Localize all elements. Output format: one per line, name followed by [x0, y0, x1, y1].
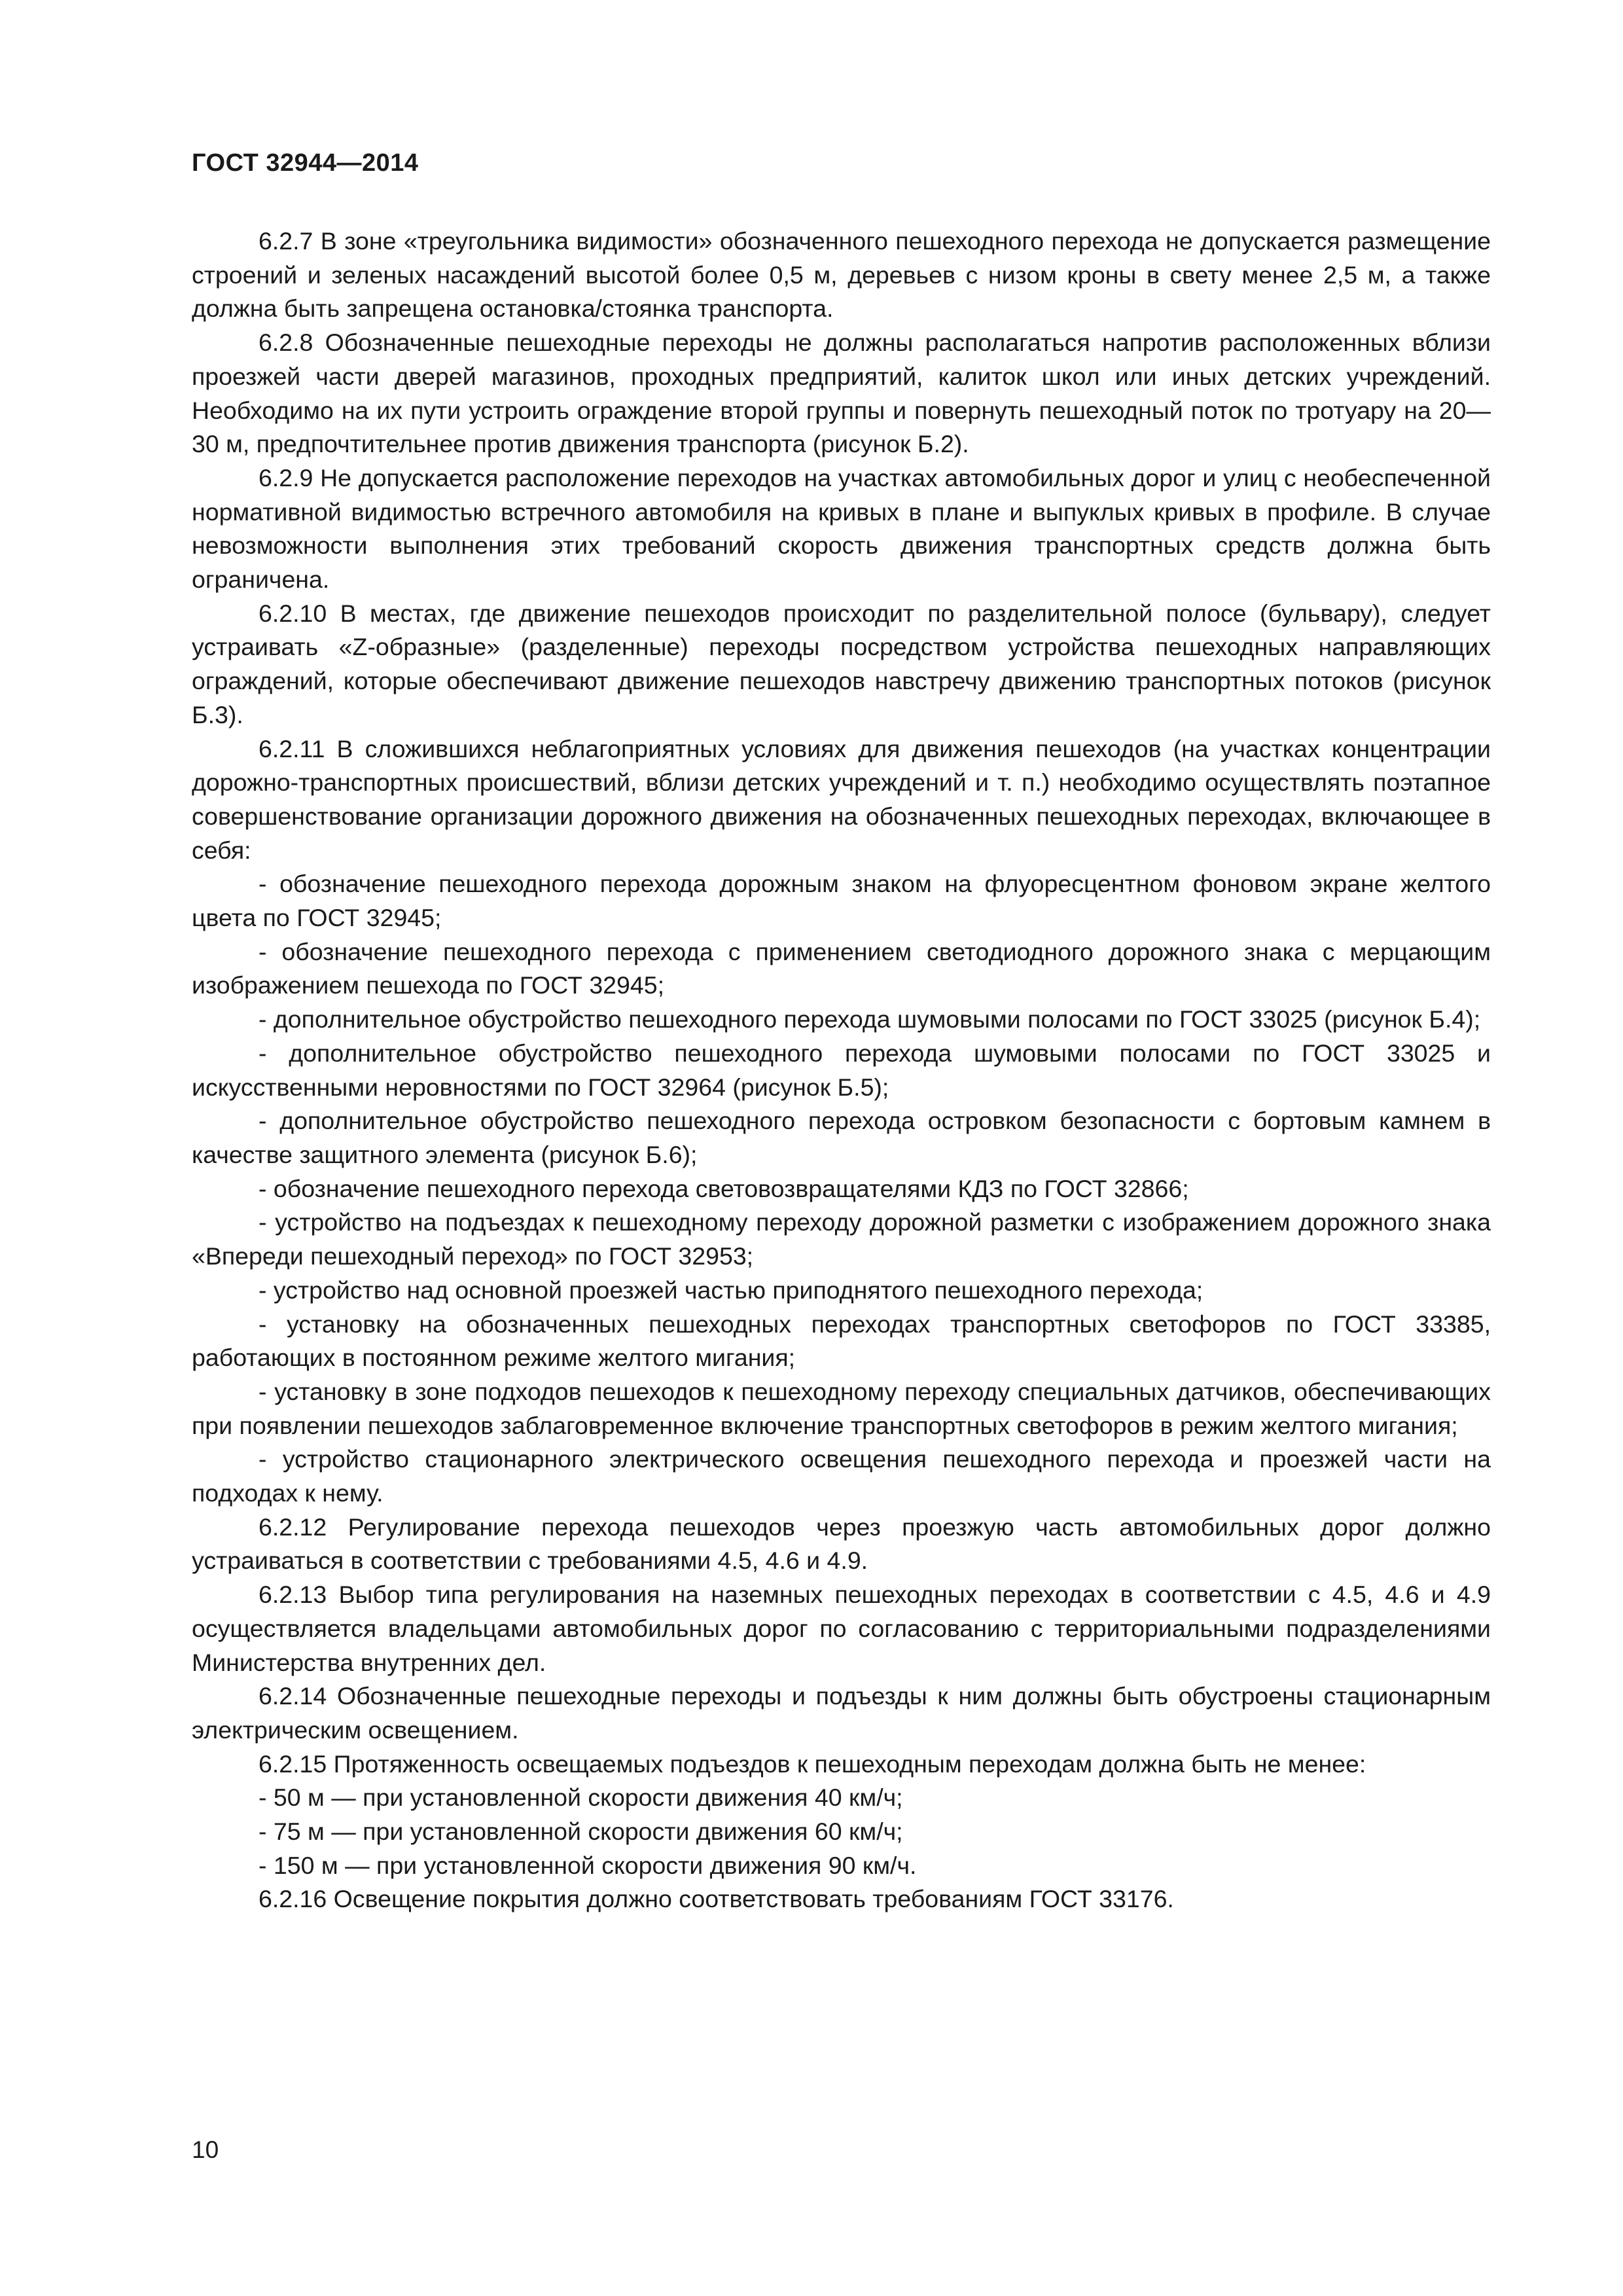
list-item: - устройство над основной проезжей частью приподнятого пешеходного перехода;	[259, 1276, 1204, 1304]
paragraph-6-2-16: 6.2.16 Освещение покрытия должно соответствовать требованиям ГОСТ 33176.	[259, 1885, 1174, 1913]
list-item: - дополнительное обустройство пешеходного перехода шумовыми полосами по ГОСТ 33025 (рисунок Б.4);	[259, 1005, 1481, 1033]
list-item: - установку на обозначенных пешеходных переходах транспортных светофоров по ГОСТ 33385, работающих в постоянном режиме желтого мигания;	[192, 1310, 1491, 1372]
document-body	[192, 224, 1491, 1916]
document-code-header: ГОСТ 32944—2014	[192, 149, 419, 177]
paragraph-6-2-12: 6.2.12 Регулирование перехода пешеходов через проезжую часть автомобильных дорог должно устраиваться в соответствии с требованиями 4.5, 4.6 и 4.9.	[192, 1513, 1491, 1575]
paragraph-6-2-15: 6.2.15 Протяженность освещаемых подъездов к пешеходным переходам должна быть не менее:	[259, 1749, 1366, 1778]
list-item: - 50 м — при установленной скорости движения 40 км/ч;	[259, 1784, 903, 1812]
paragraph-6-2-9: 6.2.9 Не допускается расположение переходов на участках автомобильных дорог и улиц с необеспеченной нормативной видимостью встречного автомобиля на кривых в плане и выпуклых кривых в профиле. В случае невозможности выполнения этих требований скорость движения транспортных средств должна быть ограничена.	[192, 463, 1491, 594]
paragraph-6-2-14: 6.2.14 Обозначенные пешеходные переходы и подъезды к ним должны быть обустроены стационарным электрическим освещением.	[192, 1682, 1491, 1744]
list-item: - устройство на подъездах к пешеходному переходу дорожной разметки с изображением дорожного знака «Впереди пешеходный переход» по ГОСТ 32953;	[192, 1208, 1491, 1270]
page-number: 10	[192, 2136, 219, 2163]
list-item: - дополнительное обустройство пешеходного перехода островком безопасности с бортовым камнем в качестве защитного элемента (рисунок Б.6);	[192, 1107, 1491, 1168]
list-item: - устройство стационарного электрического освещения пешеходного перехода и проезжей части на подходах к нему.	[192, 1445, 1491, 1507]
list-item: - обозначение пешеходного перехода световозвращателями КДЗ по ГОСТ 32866;	[259, 1174, 1189, 1202]
paragraph-6-2-8: 6.2.8 Обозначенные пешеходные переходы не должны располагаться напротив расположенных вблизи проезжей части дверей магазинов, проходных предприятий, калиток школ или иных детских учреждений. Необходимо на их пути устроить ограждение второй группы и повернуть пешеходный поток по тротуару на 20—30 м, предпочтительнее против движения транспорта (рисунок Б.2).	[192, 329, 1491, 458]
list-item: - 150 м — при установленной скорости движения 90 км/ч.	[259, 1851, 917, 1879]
paragraph-6-2-10: 6.2.10 В местах, где движение пешеходов происходит по разделительной полосе (бульвару), следует устраивать «Z-образные» (разделенные) переходы посредством устройства пешеходных направляющих ограждений, которые обеспечивают движение пешеходов навстречу движению транспортных потоков (рисунок Б.3).	[192, 599, 1491, 728]
paragraph-6-2-11: 6.2.11 В сложившихся неблагоприятных условиях для движения пешеходов (на участках концентрации дорожно-транспортных происшествий, вблизи детских учреждений и т. п.) необходимо осуществлять поэтапное совершенствование организации дорожного движения на обозначенных пешеходных переходах, включающее в себя:	[192, 734, 1491, 864]
list-item: - 75 м — при установленной скорости движения 60 км/ч;	[259, 1818, 903, 1846]
paragraph-6-2-7: 6.2.7 В зоне «треугольника видимости» обозначенного пешеходного перехода не допускается размещение строений и зеленых насаждений высотой более 0,5 м, деревьев с низом кроны в свету менее 2,5 м, а также должна быть запрещена остановка/стоянка транспорта.	[192, 227, 1491, 323]
list-item: - обозначение пешеходного перехода дорожным знаком на флуоресцентном фоновом экране желтого цвета по ГОСТ 32945;	[192, 870, 1491, 932]
paragraph-6-2-13: 6.2.13 Выбор типа регулирования на наземных пешеходных переходах в соответствии с 4.5, 4.6 и 4.9 осуществляется владельцами автомобильных дорог по согласованию с территориальными подразделениями Министерства внутренних дел.	[192, 1581, 1491, 1676]
list-item: - дополнительное обустройство пешеходного перехода шумовыми полосами по ГОСТ 33025 и искусственными неровностями по ГОСТ 32964 (рисунок Б.5);	[192, 1039, 1491, 1101]
list-item: - обозначение пешеходного перехода с применением светодиодного дорожного знака с мерцающим изображением пешехода по ГОСТ 32945;	[192, 937, 1491, 999]
list-item: - установку в зоне подходов пешеходов к пешеходному переходу специальных датчиков, обеспечивающих при появлении пешеходов заблаговременное включение транспортных светофоров в режим желтого мигания;	[192, 1377, 1491, 1439]
